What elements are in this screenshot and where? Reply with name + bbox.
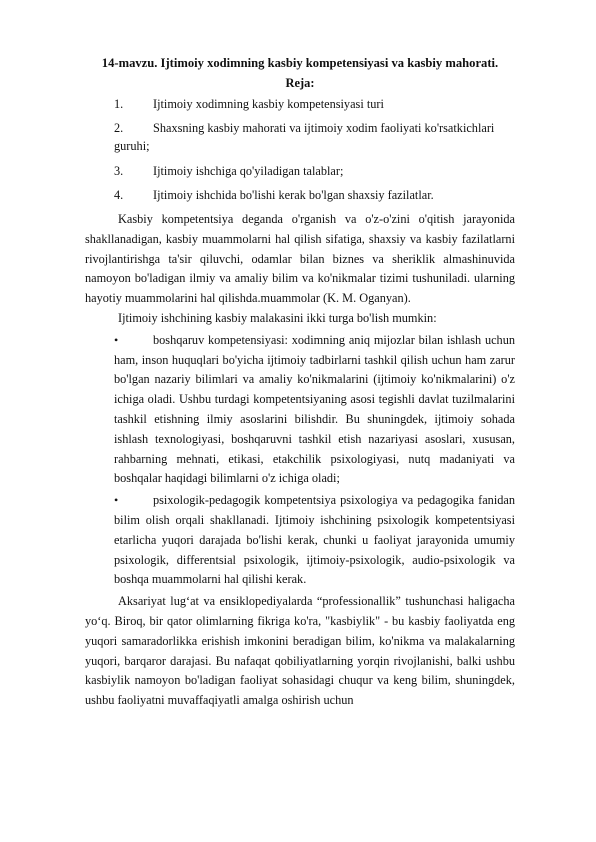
bullet-icon: • (114, 493, 119, 508)
plan-item-text: Shaxsning kasbiy mahorati va ijtimoiy xodim faoliyati ko'rsatkichlari guruhi; (114, 121, 495, 154)
paragraph-professionalism: Aksariyat lug‘at va ensiklopediyalarda “professionallik” tushunchasi haligacha yo‘q. Biroq, bir qator olimlarning fikriga ko'ra, "kasbiylik" - bu kasbiy faoliyatda eng yuqori samaradorlikka erishish imkonini beradigan bilim, ko'nikma va malakalarning yuqori, barqaror darajasi. Bu nafaqat qobiliyatlarning yorqin rivojlanishi, balki ushbu kasbiylik namoyon bo'ladigan faoliyat sohasidagi chuqur va keng bilim, shuningdek, ushbu faoliyatni muvaffaqiyatli amalga oshirish uchun (85, 594, 515, 708)
plan-item-number: 2. (114, 121, 124, 136)
bullet-item-1 (114, 331, 515, 489)
paragraph-types-intro: Ijtimoiy ishchining kasbiy malakasini ikki turga bo'lish mumkin: (118, 311, 437, 325)
plan-item-text: Ijtimoiy xodimning kasbiy kompetensiyasi turi (153, 97, 384, 111)
plan-item-number: 3. (114, 163, 124, 178)
document-page (85, 53, 515, 711)
plan-item-number: 4. (114, 187, 124, 202)
bullet-text: boshqaruv kompetensiyasi: xodimning aniq mijozlar bilan ishlash uchun ham, inson huquqlari bo'yicha ijtimoiy tadbirlarni tashkil qilish uchun ham zarur bo'lgan nazariy bilimlari va amaliy ko'nikmalarini (ijtimoiy ko'nikmalarini) o'z ichiga oladi. Ushbu turdagi kompetentsiyaning asosi tegishli davlat tuzilmalarini tashkil etishning ilmiy asoslarini bilishdir. Bu shuningdek, ijtimoiy sohada ishlash texnologiyasi, boshqaruvni tashkil etish nazariyasi asoslari, xususan, rahbarning mehnati, etikasi, etakchilik psixologiyasi, nutq madaniyati va boshqalar haqidagi bilimlarni o'z ichiga oladi; (114, 332, 515, 486)
bullet-icon: • (114, 332, 119, 347)
plan-item-text: Ijtimoiy ishchiga qo'yiladigan talablar; (153, 163, 344, 178)
plan-item-1 (85, 95, 515, 113)
bullet-item-2 (114, 491, 515, 590)
bullet-text: psixologik-pedagogik kompetentsiya psixologiya va pedagogika fanidan bilim olish orqali shakllanadi. Ijtimoiy ishchining psixologik kompetentsiyasi etarlicha yuqori darajada bo'lishi kerak, chunki u faoliyat jarayonida umumiy psixologik, differentsial psixologik, ijtimoiy-psixologik, audio-psixologik va boshqa muammolarni hal qilishi kerak. (114, 493, 515, 587)
paragraph-definition: Kasbiy kompetentsiya deganda o'rganish va o'z-o'zini o'qitish jarayonida shakllanadigan, kasbiy muammolarni hal qilish sifatiga, shaxsiy va kasbiy fazilatlarni rivojlantirishga ta'sir qiluvchi, odamlar bilan biznes va sheriklik almashinuvida namoyon bo'ladigan ilmiy va amaliy bilim va ko'nikmalar tizimi tushuniladi. ularning hayotiy muammolarini hal qilishda.muammolar (K. M. Oganyan). (85, 212, 515, 306)
plan-list (85, 95, 515, 204)
plan-item-2 (85, 119, 515, 155)
document-title: 14-mavzu. Ijtimoiy xodimning kasbiy kompetensiyasi va kasbiy mahorati. (101, 56, 499, 70)
plan-heading: Reja: (285, 76, 315, 90)
plan-item-number: 1. (114, 97, 124, 111)
plan-item-4 (85, 186, 515, 204)
plan-item-3 (85, 162, 515, 180)
plan-item-text: Ijtimoiy ishchida bo'lishi kerak bo'lgan shaxsiy fazilatlar. (153, 187, 434, 202)
